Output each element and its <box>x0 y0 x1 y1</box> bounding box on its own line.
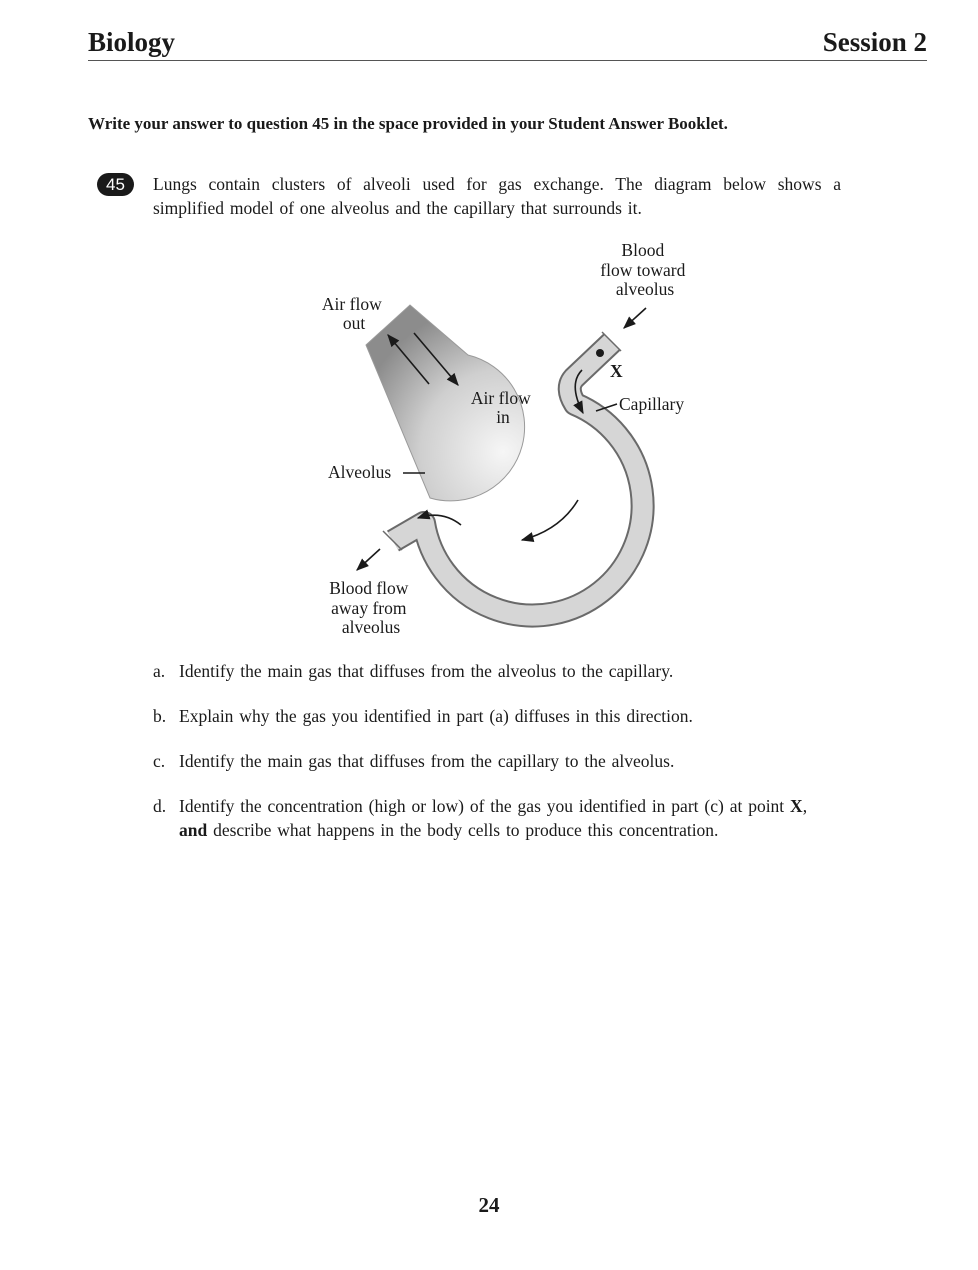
label-air-in: Air flow in <box>470 388 531 427</box>
part-text: Explain why the gas you identified in part (a) diffuses in this direction. <box>179 706 693 726</box>
label-air-out: Air flow out <box>321 294 382 333</box>
instruction-text: Write your answer to question 45 in the space provided in your Student Answer Booklet. <box>88 114 728 133</box>
question-number-badge: 45 <box>97 173 134 196</box>
label-alveolus: Alveolus <box>328 462 392 482</box>
question-part-d <box>153 794 888 842</box>
label-blood-toward: Blood flow toward alveolus <box>600 240 686 299</box>
part-text: Identify the main gas that diffuses from the capillary to the alveolus. <box>179 751 675 771</box>
question-part-c <box>153 749 674 773</box>
and-emphasis: and <box>179 820 208 840</box>
part-text: Identify the main gas that diffuses from the alveolus to the capillary. <box>179 661 674 681</box>
point-x-dot <box>596 349 604 357</box>
part-letter: c. <box>153 751 166 771</box>
part-letter: a. <box>153 661 166 681</box>
part-letter: b. <box>153 706 167 726</box>
point-x-ref: X <box>790 796 803 816</box>
blood-in-arrow <box>624 308 646 328</box>
capillary-flow-arrow-bottom <box>522 500 578 540</box>
subject-title: Biology <box>88 27 176 57</box>
part-letter: d. <box>153 796 167 816</box>
label-point-x: X <box>610 361 623 381</box>
session-title: Session 2 <box>822 27 927 57</box>
blood-out-arrow <box>357 549 380 570</box>
question-intro: Lungs contain clusters of alveoli used for gas exchange. The diagram below shows a simplified model of one alveolus and the capillary that surrounds it. <box>153 174 841 218</box>
label-blood-away: Blood flow away from alveolus <box>329 578 409 637</box>
label-capillary: Capillary <box>619 394 685 414</box>
part-text: Identify the concentration (high or low) of the gas you identified in part (c) at point X, and describe what happens in the body cells to produce this concentration. <box>179 796 808 840</box>
page-number: 24 <box>478 1193 500 1217</box>
question-part-a <box>153 659 673 683</box>
question-part-b <box>153 704 693 728</box>
